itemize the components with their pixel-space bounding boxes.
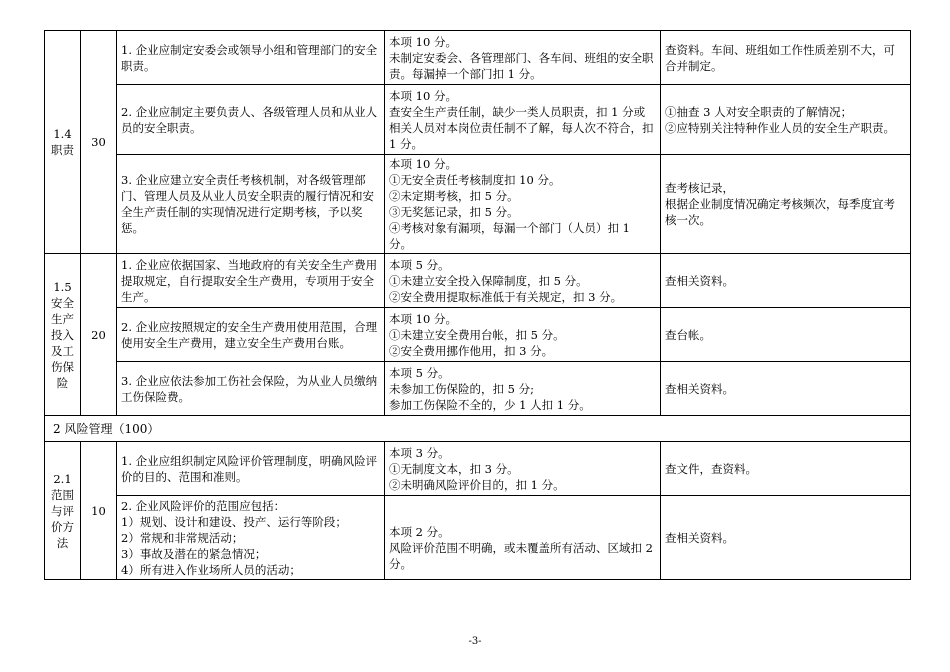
score-cell: 10 xyxy=(81,442,117,580)
method-cell: 查台帐。 xyxy=(661,308,911,362)
requirement-cell: 3. 企业应依法参加工伤社会保险，为从业人员缴纳工伤保险费。 xyxy=(117,362,385,416)
table-row xyxy=(45,496,911,580)
standards-table xyxy=(44,30,911,580)
category-cell: 1.4 职责 xyxy=(45,31,81,254)
method-cell: ①抽查 3 人对安全职责的了解情况； ②应特别关注特种作业人员的安全生产职责。 xyxy=(661,85,911,155)
table-row xyxy=(45,416,911,442)
criteria-cell: 本项 5 分。 未参加工伤保险的，扣 5 分; 参加工伤保险不全的，少 1 人扣 1 分。 xyxy=(385,362,661,416)
table-row xyxy=(45,155,911,254)
criteria-cell: 本项 3 分。 ①无制度文本，扣 3 分。 ②未明确风险评价目的，扣 1 分。 xyxy=(385,442,661,496)
table-row xyxy=(45,362,911,416)
table-row xyxy=(45,31,911,85)
requirement-cell: 1. 企业应组织制定风险评价管理制度，明确风险评价的目的、范围和准则。 xyxy=(117,442,385,496)
method-cell: 查相关资料。 xyxy=(661,254,911,308)
category-cell: 2.1 范围 与评 价方 法 xyxy=(45,442,81,580)
requirement-cell: 1. 企业应依据国家、当地政府的有关安全生产费用提取规定，自行提取安全生产费用，专项用于安全生产。 xyxy=(117,254,385,308)
method-cell: 查相关资料。 xyxy=(661,362,911,416)
method-cell: 查文件，查资料。 xyxy=(661,442,911,496)
requirement-cell: 2. 企业风险评价的范围应包括： 1）规划、设计和建设、投产、运行等阶段； 2）常规和非常规活动； 3）事故及潜在的紧急情况； 4）所有进入作业场所人员的活动； xyxy=(117,496,385,580)
requirement-cell: 1. 企业应制定安委会或领导小组和管理部门的安全职责。 xyxy=(117,31,385,85)
section-title: 2 风险管理（100） xyxy=(45,416,911,442)
page-number: -3- xyxy=(468,636,482,647)
method-cell: 查考核记录， 根据企业制度情况确定考核频次，每季度宜考核一次。 xyxy=(661,155,911,254)
criteria-cell: 本项 10 分。 查安全生产责任制，缺少一类人员职责，扣 1 分或相关人员对本岗位责任制不了解，每人次不符合，扣 1 分。 xyxy=(385,85,661,155)
requirement-cell: 2. 企业应制定主要负责人、各级管理人员和从业人员的安全职责。 xyxy=(117,85,385,155)
method-cell: 查相关资料。 xyxy=(661,496,911,580)
score-cell: 20 xyxy=(81,254,117,416)
table-row xyxy=(45,442,911,496)
criteria-cell: 本项 10 分。 ①无安全责任考核制度扣 10 分。 ②未定期考核，扣 5 分。 ③无奖惩记录，扣 5 分。 ④考核对象有漏项，每漏一个部门（人员）扣 1 分。 xyxy=(385,155,661,254)
requirement-cell: 3. 企业应建立安全责任考核机制，对各级管理部门、管理人员及从业人员安全职责的履行情况和安全生产责任制的实现情况进行定期考核，予以奖惩。 xyxy=(117,155,385,254)
requirement-cell: 2. 企业应按照规定的安全生产费用使用范围，合理使用安全生产费用，建立安全生产费用台账。 xyxy=(117,308,385,362)
table-row xyxy=(45,254,911,308)
criteria-cell: 本项 2 分。 风险评价范围不明确，或未覆盖所有活动、区域扣 2 分。 xyxy=(385,496,661,580)
method-cell: 查资料。车间、班组如工作性质差别不大，可合并制定。 xyxy=(661,31,911,85)
category-cell: 1.5 安全 生产 投入 及工 伤保 险 xyxy=(45,254,81,416)
table-row xyxy=(45,308,911,362)
table-row xyxy=(45,85,911,155)
score-cell: 30 xyxy=(81,31,117,254)
criteria-cell: 本项 10 分。 未制定安委会、各管理部门、各车间、班组的安全职责。每漏掉一个部门扣 1 分。 xyxy=(385,31,661,85)
criteria-cell: 本项 5 分。 ①未建立安全投入保障制度，扣 5 分。 ②安全费用提取标准低于有关规定，扣 3 分。 xyxy=(385,254,661,308)
criteria-cell: 本项 10 分。 ①未建立安全费用台帐，扣 5 分。 ②安全费用挪作他用，扣 3 分。 xyxy=(385,308,661,362)
